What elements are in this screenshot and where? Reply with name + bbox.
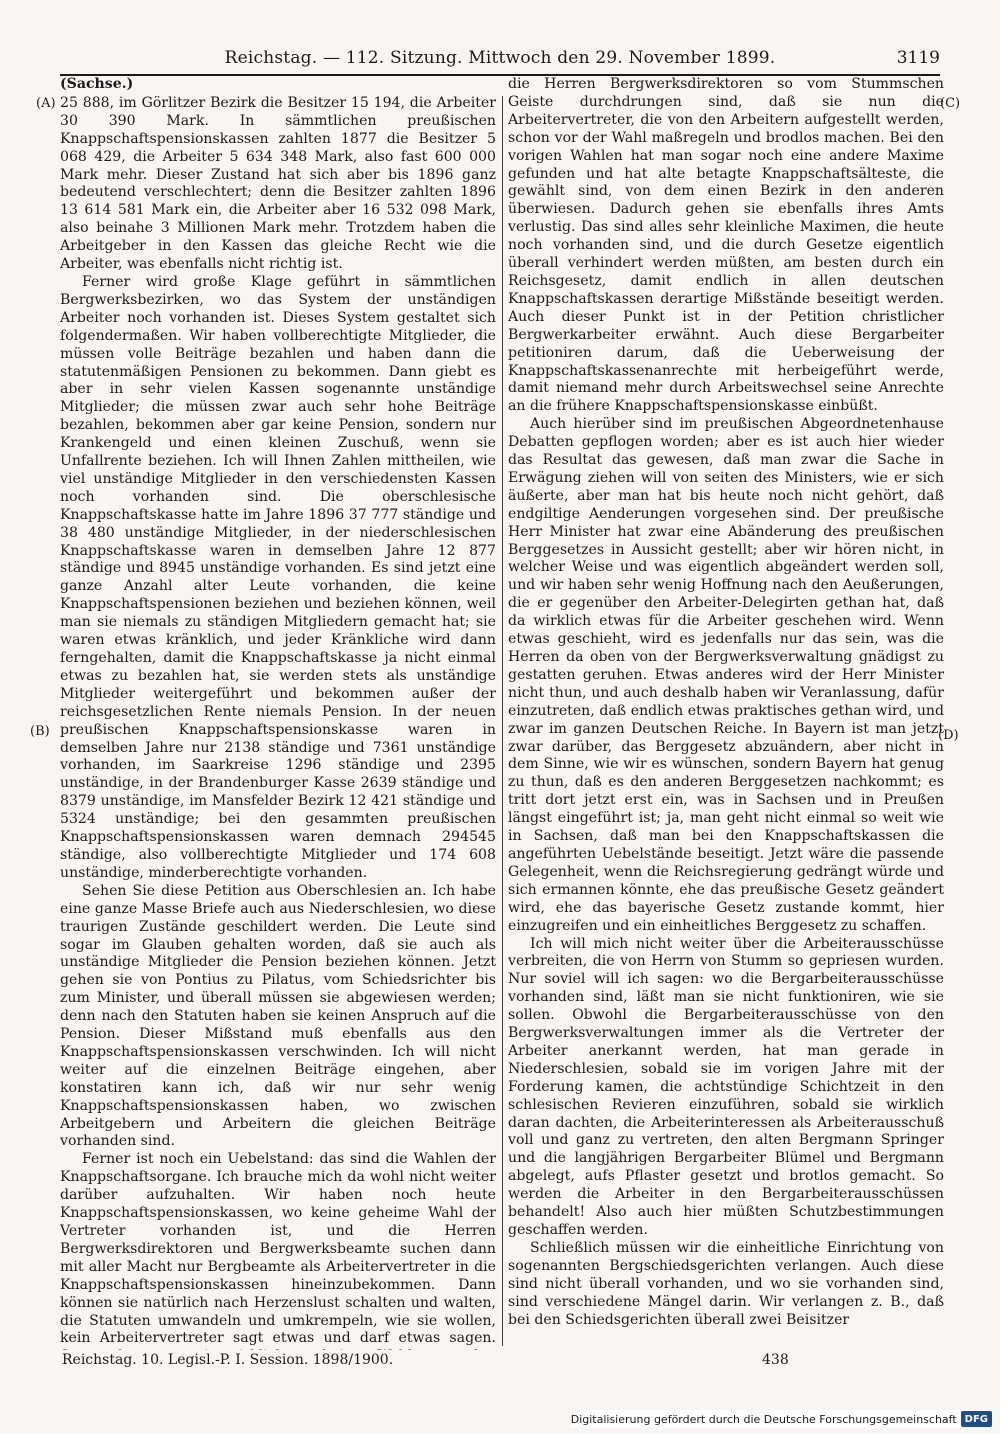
page-number: 3119 [896, 48, 940, 68]
paragraph: die Herren Bergwerksdirektoren so vom Stummschen Geiste durchdrungen sind, daß sie nun die Arbeitervertreter, die von den Arbeitern aufgestellt werden, schon vor der Wahl maßregeln und brodlos machen. Bei den vorigen Wahlen hat man sogar noch eine andere Maxime gefunden und hat alte betagte Knappschaftsälteste, die gewählt sind, von dem einen Bezirk in den anderen überwiesen. Dadurch gehen sie ebenfalls ihres Amts verlustig. Das sind alles sehr kleinliche Maximen, die heute noch vorhanden sind, und die durch Gesetze eigentlich überall verhindert werden müßten, am besten durch ein Reichsgesetz, damit endlich in allen deutschen Knappschaftskassen derartige Mißstände beseitigt werden. Auch dieser Punkt ist in der Petition christlicher Bergwerkarbeiter erwähnt. Auch diese Bergarbeiter petitioniren darum, daß die Ueberweisung der Knappschaftskassenanrechte mit herbeigeführt werde, damit niemand mehr durch Arbeitswechsel seine Anrechte an die frühere Knappschaftspensionskasse einbüßt. [508, 76, 944, 415]
page-header [60, 48, 940, 76]
paragraph: Auch hierüber sind im preußischen Abgeordnetenhause Debatten gepflogen worden; aber es ist auch hier wieder das Resultat das gewesen, daß man zwar die Sache in Erwägung ziehen will von seiten des Ministers, wie er sich äußerte, aber man hat bis heute noch nicht gehört, daß endgiltige Aenderungen vorgesehen sind. Der preußische Herr Minister hat zwar eine Abänderung des preußischen Berggesetzes in Aussicht gestellt; aber wir hören nicht, in welcher Weise und was eigentlich abgeändert werden soll, und wir haben sehr wenig Hoffnung nach den Aeußerungen, die er gegenüber den Arbeiter-Delegirten gethan hat, daß da wirklich etwas für die Arbeiter geschehen wird. Wenn etwas geschieht, wird es jedenfalls nur das sein, was die Herren da oben von der Bergwerksverwaltung gnädigst zu gestatten geruhen. Etwas anderes wird der Herr Minister nicht thun, und auch deshalb haben wir Veranlassung, dafür einzutreten, daß endlich etwas praktisches gethan wird, und zwar im ganzen Deutschen Reiche. In Bayern ist man jetzt zwar darüber, das Berggesetz abzuändern, aber nicht in dem Sinne, wie wir es wünschen, sondern Bayern hat genug zu thun, daß es den anderen Berggesetzen nachkommt; es tritt dort jetzt erst ein, was in Sachsen und in Preußen längst eingeführt ist; ja, man geht nicht einmal so weit wie in Sachsen, daß man bei den Knappschaftskassen die angeführten Uebelstände beseitigt. Jetzt wäre die passende Gelegenheit, wenn die Reichsregierung gedrängt würde und sich ermannen könnte, ehe das preußische Gesetz geändert wird, ehe das bayerische Gesetz zustande kommt, hier einzugreifen und ein einheitliches Berggesetz zu schaffen. [508, 416, 944, 934]
left-column [60, 76, 496, 1350]
dfg-logo: DFG [961, 1411, 992, 1427]
paragraph: 25 888, im Görlitzer Bezirk die Besitzer 15 194, die Arbeiter 30 390 Mark. In sämmtlichen preußischen Knappschaftspensionskassen zahlten 1877 die Besitzer 5 068 429, die Arbeiter 5 634 348 Mark, also fast 600 000 Mark mehr. Dieser Zustand hat sich aber bis 1896 ganz bedeutend verschlechtert; denn die Besitzer zahlten 1896 13 614 581 Mark ein, die Arbeiter aber 16 532 098 Mark, also beinahe 3 Millionen Mark mehr. Trotzdem haben die Arbeitgeber in den Kassen das gleiche Recht wie die Arbeiter, was ebenfalls nicht richtig ist. [60, 94, 496, 273]
paragraph: Ferner wird große Klage geführt in sämmtlichen Bergwerksbezirken, wo das System der unständigen Arbeiter noch vorhanden ist. Dieses System gestaltet sich folgendermaßen. Wir haben vollberechtigte Mitglieder, die müssen volle Beiträge bezahlen und haben dann die statutenmäßigen Pensionen zu bekommen. Dann giebt es aber in sehr vielen Kassen sogenannte unständige Mitglieder; die müssen zwar auch sehr hohe Beiträge bezahlen, bekommen aber gar keine Pension, sondern nur Krankengeld und einen kleinen Zuschuß, wenn sie Unfallrente beziehen. Ich will Ihnen Zahlen mittheilen, wie viel unständige Mitglieder in den verschiedensten Kassen noch vorhanden sind. Die oberschlesische Knappschaftskasse hatte im Jahre 1896 37 777 ständige und 38 480 unständige Mitglieder, in der niederschlesischen Knappschaftskasse waren in demselben Jahre 12 877 ständige und 8945 unständige vorhanden. Es sind jetzt eine ganze Anzahl alter Leute vorhanden, die keine Knappschaftspensionen beziehen und beziehen können, weil man sie niemals zu ständigen Mitgliedern gemacht hat; sie waren etwas kränklich, und jeder Kränkliche wird dann ferngehalten, damit die Knappschaftskasse ja nicht einmal etwas zu bezahlen hat, sie werden stets als unständige Mitglieder weitergeführt und bekommen außer der reichsgesetzlichen Rente niemals Pension. In der neuen preußischen Knappschaftspensionskasse waren in demselben Jahre nur 2138 ständige und 7361 unständige vorhanden, im Saarkreise 1296 ständige und 2395 unständige, in der Brandenburger Kasse 2639 ständige und 8379 unständige, im Mansfelder Bezirk 12 421 ständige und 5324 unständige; bei den gesammten preußischen Knappschaftspensionskassen waren demnach 294545 ständige, also vollberechtigte Mitglieder und 174 608 unständige, minderberechtigte vorhanden. [60, 273, 496, 881]
paragraph: Schließlich müssen wir die einheitliche Einrichtung von sogenannten Bergschiedsgerichten verlangen. Auch diese sind nicht überall vorhanden, und wo sie vorhanden sind, sind verschiedene Mängel darin. Wir verlangen z. B., daß bei den Schiedsgerichten überall zwei Beisitzer [508, 1239, 944, 1328]
funding-credit-text: Digitalisierung gefördert durch die Deutsche Forschungsgemeinschaft [570, 1412, 957, 1426]
speaker-label: (Sachse.) [60, 76, 134, 92]
footer-page-number: 438 [762, 1352, 789, 1368]
page-header-title: Reichstag. — 112. Sitzung. Mittwoch den 29. November 1899. [224, 48, 776, 68]
margin-mark-d: (D) [938, 728, 959, 743]
column-divider [502, 96, 503, 1346]
footer-citation: Reichstag. 10. Legisl.-P. I. Session. 1898/1900. [62, 1352, 394, 1368]
margin-mark-c: (C) [940, 96, 961, 111]
right-column [508, 76, 944, 1350]
margin-mark-b: (B) [30, 724, 50, 739]
paragraph: Ferner ist noch ein Uebelstand: das sind die Wahlen der Knappschaftsorgane. Ich brauche mich da wohl nicht weiter darüber aufzuhalten. Wir haben noch heute Knappschaftspensionskassen, wo keine geheime Wahl der Vertreter vorhanden ist, und die Herren Bergwerksdirektoren und Bergwerksbeamte suchen dann mit aller Macht nur Bergbeamte als Arbeitervertreter in die Knappschaftspensionskassen hineinzubekommen. Dann können sie natürlich nach Herzenslust schalten und walten, die Statuten umwandeln und umkrempeln, wie sie wollen, kein Arbeitervertreter sagt etwas und darf etwas sagen. [60, 1151, 496, 1347]
paragraph: Sehen Sie diese Petition aus Oberschlesien an. Ich habe eine ganze Masse Briefe auch aus Niederschlesien, wo diese traurigen Zustände geschildert werden. Die Leute sind sogar im Glauben gehalten worden, daß sie auch als unständige Mitglieder die Pension beziehen können. Jetzt gehen sie von Pontius zu Pilatus, vom Schiedsrichter bis zum Minister, und überall müssen sie abgewiesen werden; denn nach den Statuten haben sie keinen Anspruch auf die Pension. Dieser Mißstand muß ebenfalls aus den Knappschaftspensionskassen verschwinden. Ich will nicht weiter auf die einzelnen Beiträge eingehen, aber konstatiren kann ich, daß wir nur sehr wenig Knappschaftspensionskassen haben, wo zwischen Arbeitgebern und Arbeitern die gleichen Beiträge vorhanden sind. [60, 882, 496, 1150]
funding-credit [571, 1410, 992, 1428]
margin-mark-a: (A) [36, 96, 56, 111]
paragraph: Ich will mich nicht weiter über die Arbeiterausschüsse verbreiten, die von Herrn von Stumm so gepriesen wurden. Nur soviel will ich sagen: wo die Bergarbeiterausschüsse vorhanden sind, läßt man sie nicht funktioniren, wie sie sollen. Obwohl die Bergarbeiterausschüsse von den Bergwerksverwaltungen immer als die Vertreter der Arbeiter anerkannt werden, hat man gerade in Niederschlesien, sobald sie im vorigen Jahre mit der Forderung kamen, die achtstündige Schichtzeit in den schlesischen Revieren einzuführen, sobald sie wirklich daran dachten, die Arbeiterinteressen als Arbeiterausschuß voll und ganz zu vertreten, den alten Bergmann Springer und die langjährigen Bergarbeiter Blümel und Bergmann abgelegt, aufs Pflaster gesetzt und brotlos gemacht. So werden die Arbeiter in den Bergarbeiterausschüssen behandelt! Also auch hier müßten Schutzbestimmungen geschaffen werden. [508, 935, 944, 1238]
